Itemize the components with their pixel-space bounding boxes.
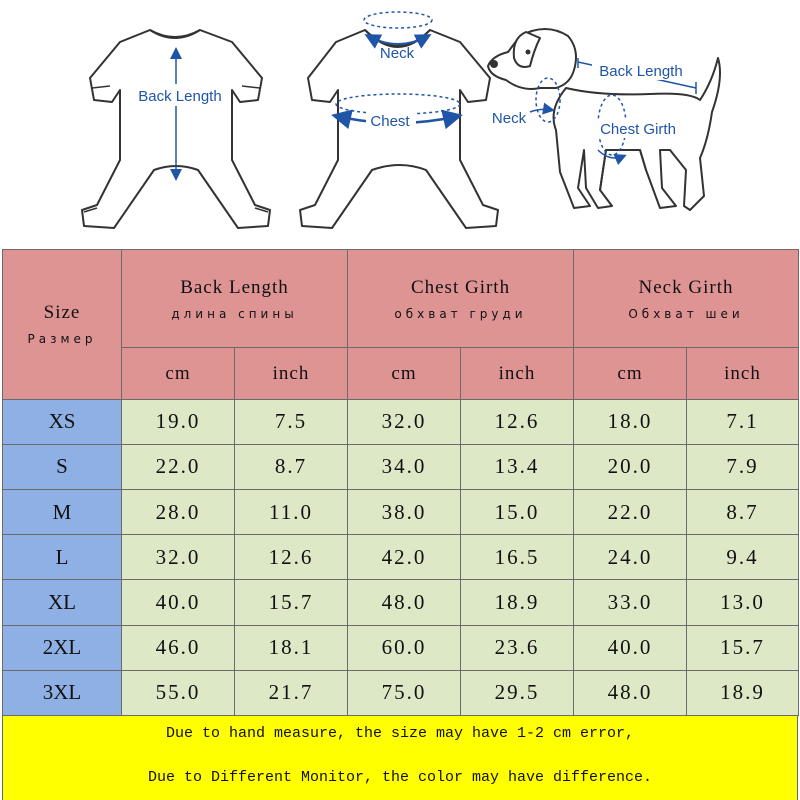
- back-length-label: Back Length: [138, 88, 222, 105]
- unit-header: cm: [348, 348, 461, 399]
- size-cell: XL: [3, 580, 122, 625]
- table-row: [3, 399, 799, 444]
- value-cell: 8.7: [687, 490, 799, 535]
- size-cell: XS: [3, 399, 122, 444]
- value-cell: 8.7: [235, 444, 348, 489]
- size-cell: S: [3, 444, 122, 489]
- value-cell: 33.0: [574, 580, 687, 625]
- chest-label: Chest: [370, 113, 410, 130]
- value-cell: 18.9: [461, 580, 574, 625]
- size-cell: L: [3, 535, 122, 580]
- measurement-illustration: [0, 0, 800, 245]
- table-row: [3, 535, 799, 580]
- size-header: [3, 250, 122, 400]
- value-cell: 48.0: [348, 580, 461, 625]
- disclaimer-note: [2, 716, 798, 800]
- group-chest-girth-header: [348, 250, 574, 348]
- value-cell: 32.0: [122, 535, 235, 580]
- table-row: [3, 670, 799, 715]
- value-cell: 15.0: [461, 490, 574, 535]
- value-cell: 20.0: [574, 444, 687, 489]
- value-cell: 29.5: [461, 670, 574, 715]
- group-back-length-header: [122, 250, 348, 348]
- value-cell: 12.6: [461, 399, 574, 444]
- value-cell: 18.1: [235, 625, 348, 670]
- value-cell: 22.0: [574, 490, 687, 535]
- table-row: [3, 580, 799, 625]
- group-label: Chest Girth: [410, 276, 511, 298]
- value-cell: 13.4: [461, 444, 574, 489]
- size-chart-table: [2, 249, 799, 716]
- value-cell: 19.0: [122, 399, 235, 444]
- dog-back-length-label: Back Length: [599, 63, 683, 80]
- value-cell: 46.0: [122, 625, 235, 670]
- value-cell: 48.0: [574, 670, 687, 715]
- value-cell: 12.6: [235, 535, 348, 580]
- note-line-1: Due to hand measure, the size may have 1-2 cm error,: [165, 725, 635, 742]
- value-cell: 42.0: [348, 535, 461, 580]
- value-cell: 21.7: [235, 670, 348, 715]
- neck-label: Neck: [379, 45, 415, 62]
- value-cell: 7.5: [235, 399, 348, 444]
- value-cell: 23.6: [461, 625, 574, 670]
- size-cell: 3XL: [3, 670, 122, 715]
- value-cell: 15.7: [235, 580, 348, 625]
- value-cell: 32.0: [348, 399, 461, 444]
- group-label: Back Length: [180, 276, 289, 298]
- value-cell: 7.1: [687, 399, 799, 444]
- unit-header: cm: [122, 348, 235, 399]
- value-cell: 18.0: [574, 399, 687, 444]
- value-cell: 40.0: [574, 625, 687, 670]
- dog-neck-label: Neck: [491, 110, 527, 127]
- unit-header: inch: [461, 348, 574, 399]
- value-cell: 28.0: [122, 490, 235, 535]
- garment-back-view: [82, 30, 270, 228]
- value-cell: 75.0: [348, 670, 461, 715]
- unit-header: inch: [687, 348, 799, 399]
- group-label-ru: Обхват шеи: [628, 306, 744, 321]
- size-cell: 2XL: [3, 625, 122, 670]
- note-line-2: Due to Different Monitor, the color may have difference.: [147, 769, 653, 786]
- value-cell: 40.0: [122, 580, 235, 625]
- value-cell: 38.0: [348, 490, 461, 535]
- size-cell: M: [3, 490, 122, 535]
- size-header-ru-label: Размер: [27, 332, 97, 347]
- value-cell: 60.0: [348, 625, 461, 670]
- table-row: [3, 625, 799, 670]
- value-cell: 22.0: [122, 444, 235, 489]
- value-cell: 15.7: [687, 625, 799, 670]
- value-cell: 16.5: [461, 535, 574, 580]
- group-label-ru: длина спины: [171, 306, 298, 321]
- table-row: [3, 490, 799, 535]
- value-cell: 18.9: [687, 670, 799, 715]
- value-cell: 13.0: [687, 580, 799, 625]
- value-cell: 9.4: [687, 535, 799, 580]
- value-cell: 34.0: [348, 444, 461, 489]
- size-header-label: Size: [43, 302, 81, 324]
- value-cell: 7.9: [687, 444, 799, 489]
- unit-header: cm: [574, 348, 687, 399]
- value-cell: 11.0: [235, 490, 348, 535]
- group-label-ru: обхват груди: [394, 306, 527, 321]
- dog-chest-girth-label: Chest Girth: [600, 121, 676, 138]
- group-label: Neck Girth: [638, 276, 734, 298]
- table-row: [3, 444, 799, 489]
- group-neck-girth-header: [574, 250, 799, 348]
- value-cell: 24.0: [574, 535, 687, 580]
- unit-header: inch: [235, 348, 348, 399]
- value-cell: 55.0: [122, 670, 235, 715]
